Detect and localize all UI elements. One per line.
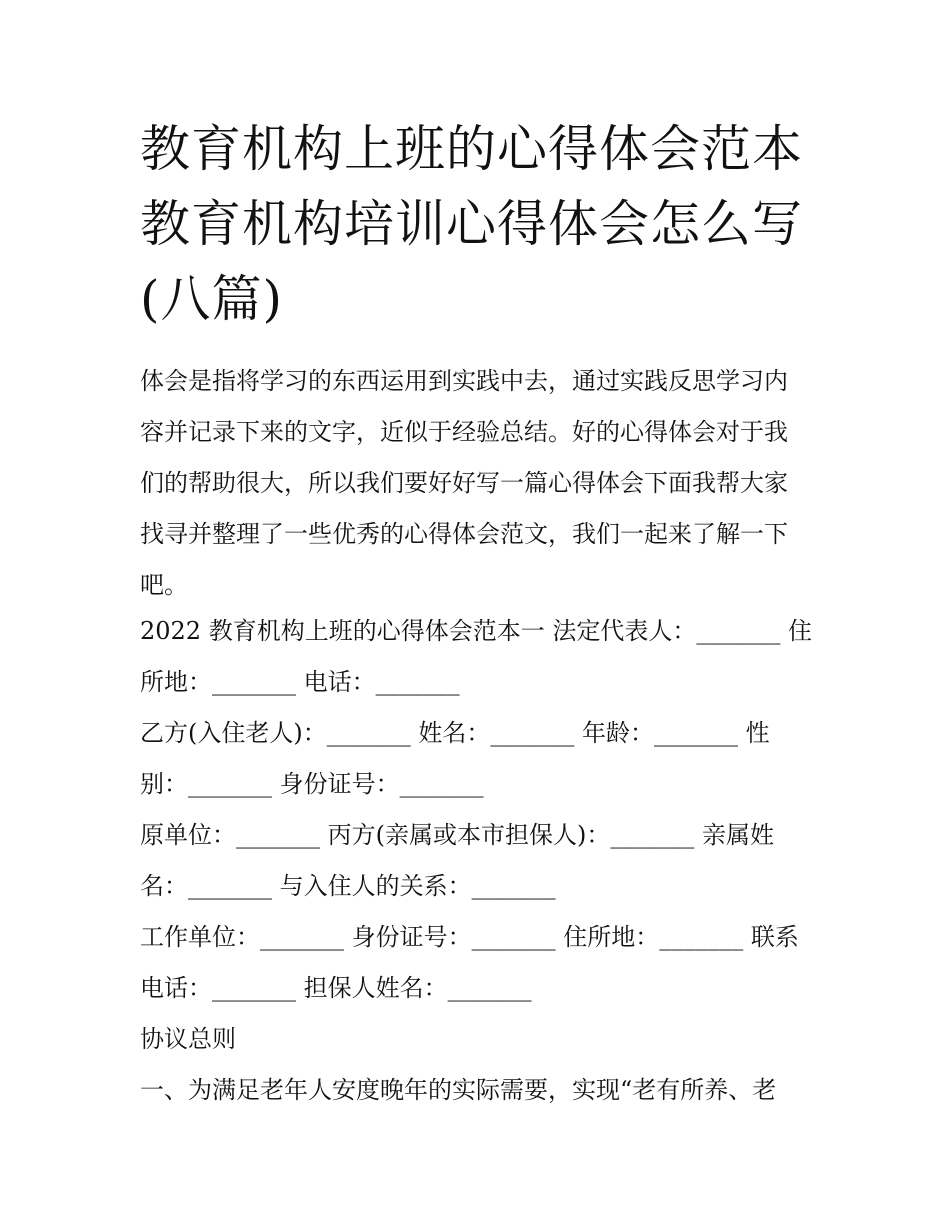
party-a-line-2: 所地：_______ 电话：_______ xyxy=(140,668,460,696)
agreement-general-heading xyxy=(140,1014,830,1065)
intro-line-1: 体会是指将学习的东西运用到实践中去，通过实践反思学习内 xyxy=(140,367,788,395)
intro-paragraph xyxy=(140,356,830,611)
title-line-1: 教育机构上班的心得体会范本 xyxy=(140,120,803,178)
title-line-3: (八篇) xyxy=(140,270,284,328)
document-title xyxy=(140,112,840,337)
agreement-general-line: 协议总则 xyxy=(140,1025,236,1053)
guarantor-contact-paragraph xyxy=(140,912,830,1014)
guarantor-contact-line-1: 工作单位：_______ 身份证号：_______ 住所地：_______ 联系 xyxy=(140,923,799,951)
party-a-line-1: 2022 教育机构上班的心得体会范本一 法定代表人：_______ 住 xyxy=(140,617,812,645)
guarantor-relation-paragraph xyxy=(140,810,830,912)
title-line-2: 教育机构培训心得体会怎么写 xyxy=(140,195,803,253)
resident-line-1: 乙方(入住老人)：_______ 姓名：_______ 年龄：_______ 性 xyxy=(140,719,770,747)
resident-info-paragraph xyxy=(140,708,830,810)
guarantor-relation-line-1: 原单位：_______ 丙方(亲属或本市担保人)：_______ 亲属姓 xyxy=(140,821,774,849)
guarantor-contact-line-2: 电话：_______ 担保人姓名：_______ xyxy=(140,974,532,1002)
intro-line-4: 找寻并整理了一些优秀的心得体会范文，我们一起来了解一下 xyxy=(140,520,788,548)
clause-one-line: 一、为满足老年人安度晚年的实际需要，实现“老有所养、老 xyxy=(140,1076,777,1104)
agreement-party-a-paragraph xyxy=(140,606,830,708)
guarantor-relation-line-2: 名：_______ 与入住人的关系：_______ xyxy=(140,872,556,900)
intro-line-3: 们的帮助很大，所以我们要好好写一篇心得体会下面我帮大家 xyxy=(140,469,788,497)
resident-line-2: 别：_______ 身份证号：_______ xyxy=(140,770,484,798)
agreement-clause-one xyxy=(140,1065,830,1116)
intro-line-5: 吧。 xyxy=(140,571,188,599)
intro-line-2: 容并记录下来的文字，近似于经验总结。好的心得体会对于我 xyxy=(140,418,788,446)
